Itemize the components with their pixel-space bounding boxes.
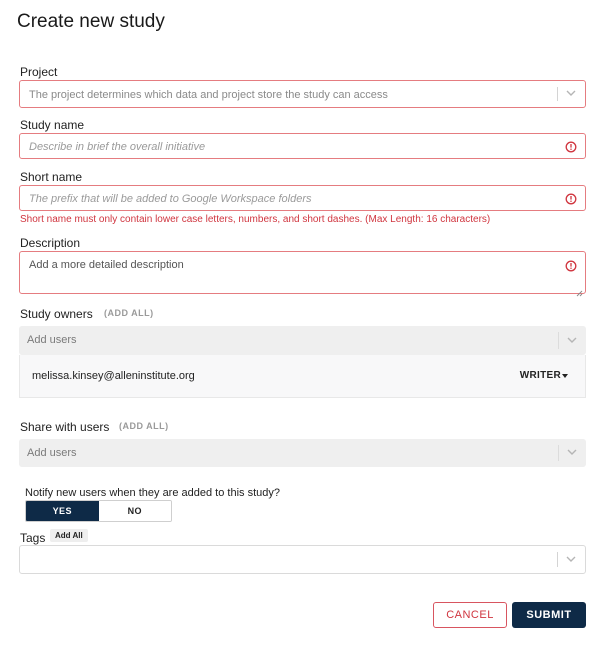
owner-row [19,355,586,398]
chevron-down-icon[interactable] [565,87,577,99]
select-separator [557,552,558,567]
error-circle-icon [565,140,577,152]
study-name-label: Study name [20,118,85,132]
short-name-placeholder: The prefix that will be added to Google Workspace folders [29,193,312,205]
owners-placeholder: Add users [27,334,77,346]
chevron-down-icon[interactable] [566,334,578,346]
study-name-placeholder: Describe in brief the overall initiative [29,141,206,153]
description-textarea[interactable] [19,251,586,294]
submit-button[interactable]: SUBMIT [512,602,586,628]
owners-select[interactable] [19,326,586,355]
description-label: Description [20,236,81,250]
resize-handle-icon[interactable] [576,284,583,291]
select-separator [558,445,559,461]
notify-toggle [25,500,172,522]
notify-no-button[interactable]: NO [99,501,172,521]
caret-down-icon[interactable] [562,374,568,378]
error-circle-icon [565,259,577,271]
error-circle-icon [565,192,577,204]
share-users-select[interactable] [19,439,586,467]
notify-question: Notify new users when they are added to this study? [25,487,280,499]
chevron-down-icon[interactable] [566,446,578,458]
share-add-all-link[interactable]: (ADD ALL) [119,421,169,431]
select-separator [558,332,559,349]
tags-add-all-button[interactable]: Add All [50,529,88,542]
owners-add-all-link[interactable]: (ADD ALL) [104,308,154,318]
study-owners-label: Study owners [20,307,93,321]
owner-role-dropdown[interactable]: WRITER [519,370,561,381]
select-separator [557,87,558,101]
short-name-label: Short name [20,170,83,184]
study-name-input[interactable] [19,133,586,159]
owner-email: melissa.kinsey@alleninstitute.org [32,370,195,382]
cancel-button[interactable]: CANCEL [433,602,507,628]
chevron-down-icon[interactable] [565,553,577,565]
short-name-input[interactable] [19,185,586,211]
tags-select[interactable] [19,545,586,574]
project-select[interactable] [19,80,586,108]
share-users-label: Share with users [20,420,110,434]
page-title: Create new study [17,11,165,32]
share-users-placeholder: Add users [27,447,77,459]
project-placeholder: The project determines which data and project store the study can access [29,89,388,101]
description-placeholder: Add a more detailed description [29,259,184,271]
project-label: Project [20,65,58,79]
tags-label: Tags [20,531,46,545]
notify-yes-button[interactable]: YES [26,501,99,521]
short-name-error: Short name must only contain lower case letters, numbers, and short dashes. (Max Length: 16 characters) [20,214,491,225]
